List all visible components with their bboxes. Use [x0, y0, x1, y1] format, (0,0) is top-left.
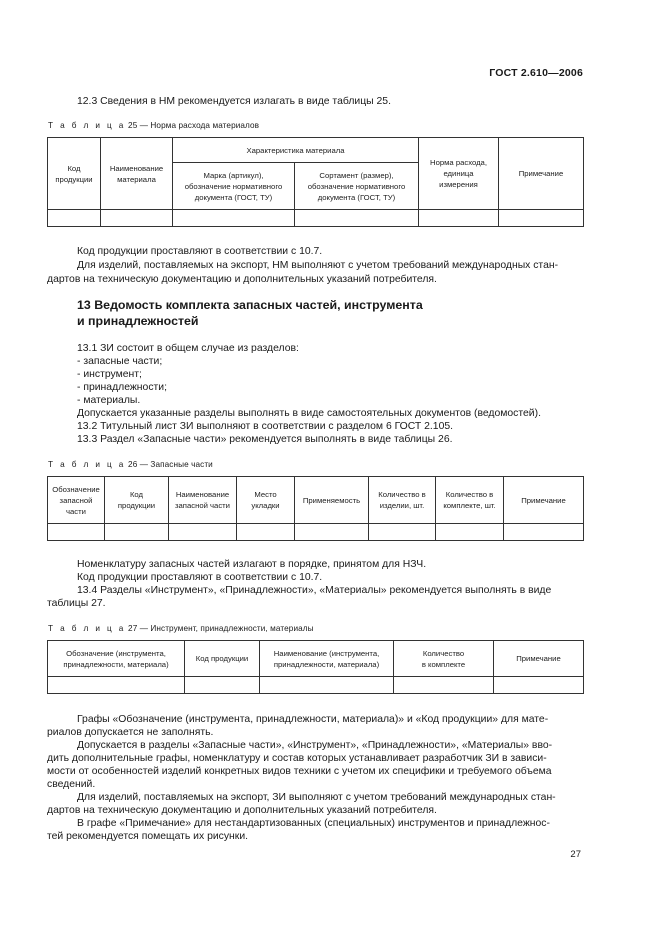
table-25-label-title: 25 — Норма расхода материалов: [125, 121, 260, 130]
paragraph-13-1: 13.1 ЗИ состоит в общем случае из разделов:: [77, 343, 299, 354]
table-26-caption: [48, 460, 213, 469]
paragraph-13-2: 13.2 Титульный лист ЗИ выполняют в соответствии с разделом 6 ГОСТ 2.105.: [77, 421, 454, 432]
t25-col-name: Наименование материала: [101, 138, 173, 210]
document-code: ГОСТ 2.610—2006: [489, 67, 583, 79]
table-25: [47, 137, 584, 227]
paragraph-product-code-26: Код продукции проставляют в соответствии с 10.7.: [77, 572, 323, 583]
t27-col-designation: Обозначение (инструмента, принадлежности, материала): [48, 641, 185, 677]
paragraph-additional-2: дить дополнительные графы, номенклатуру и состав которых устанавливает разработчик ЗИ в зависи-: [47, 753, 547, 764]
t27-col-code: Код продукции: [185, 641, 260, 677]
paragraph-additional-1: Допускается в разделы «Запасные части», «Инструмент», «Принадлежности», «Материалы» вво-: [77, 740, 553, 751]
t26-empty-row: [48, 524, 584, 541]
t26-col-code: Код продукции: [105, 477, 169, 524]
paragraph-nomenclature: Номенклатуру запасных частей излагают в порядке, принятом для НЗЧ.: [77, 559, 427, 570]
table-27-label-prefix: Т а б л и ц а: [48, 624, 126, 633]
table-25-label-prefix: Т а б л и ц а: [48, 121, 126, 130]
paragraph-export-zi-2: дартов на техническую документацию и дополнительных указаний потребителя.: [47, 805, 437, 816]
t27-col-name: Наименование (инструмента, принадлежности, материала): [260, 641, 394, 677]
paragraph-export-nm-2: дартов на техническую документацию и дополнительных указаний потребителя.: [47, 274, 437, 285]
paragraph-12-3: 12.3 Сведения в НМ рекомендуется излагать в виде таблицы 25.: [77, 96, 391, 107]
paragraph-13-3: 13.3 Раздел «Запасные части» рекомендуется выполнять в виде таблицы 26.: [77, 434, 453, 445]
paragraph-note-2: тей рекомендуется помещать их рисунки.: [47, 831, 249, 842]
t27-empty-row: [48, 677, 584, 694]
t25-col-note: Примечание: [499, 138, 584, 210]
t27-col-note: Примечание: [494, 641, 584, 677]
table-27-caption: [48, 624, 314, 633]
paragraph-columns-2: риалов допускается не заполнять.: [47, 727, 214, 738]
t25-empty-row: [48, 210, 584, 227]
table-27: [47, 640, 584, 694]
t25-col-norm: Норма расхода, единица измерения: [419, 138, 499, 210]
paragraph-additional-3: мости от особенностей изделий конкретных видов техники с учетом их специфики и требуемого объема: [47, 766, 552, 777]
t27-col-qty-kit: Количество в комплекте: [394, 641, 494, 677]
t26-col-location: Место укладки: [237, 477, 295, 524]
page-number: 27: [570, 849, 581, 860]
table-26-label-title: 26 — Запасные части: [125, 460, 213, 469]
t26-col-designation: Обозначение запасной части: [48, 477, 105, 524]
t25-col-brand: Марка (артикул), обозначение нормативного документа (ГОСТ, ТУ): [173, 163, 295, 210]
t25-col-assortment: Сортамент (размер), обозначение нормативного документа (ГОСТ, ТУ): [295, 163, 419, 210]
t26-col-note: Примечание: [504, 477, 584, 524]
paragraph-additional-4: сведений.: [47, 779, 96, 790]
paragraph-13-4-line1: 13.4 Разделы «Инструмент», «Принадлежности», «Материалы» рекомендуется выполнять в виде: [77, 585, 552, 596]
t25-col-code: Код продукции: [48, 138, 101, 210]
t26-col-qty-kit: Количество в комплекте, шт.: [436, 477, 504, 524]
paragraph-columns-1: Графы «Обозначение (инструмента, принадлежности, материала)» и «Код продукции» для мате-: [77, 714, 549, 725]
list-item-accessories: - принадлежности;: [77, 382, 167, 393]
table-26: [47, 476, 584, 541]
table-25-caption: [48, 121, 259, 130]
paragraph-export-nm-1: Для изделий, поставляемых на экспорт, НМ выполняют с учетом требований международных стан-: [77, 260, 559, 271]
section-13-title-line1: 13 Ведомость комплекта запасных частей, инструмента: [77, 298, 423, 312]
paragraph-13-4-line2: таблицы 27.: [47, 598, 106, 609]
t25-group-header: Характеристика материала: [173, 138, 419, 163]
t26-col-applicability: Применяемость: [295, 477, 369, 524]
list-item-spare-parts: - запасные части;: [77, 356, 163, 367]
list-item-materials: - материалы.: [77, 395, 141, 406]
t26-col-qty-product: Количество в изделии, шт.: [369, 477, 436, 524]
paragraph-product-code-25: Код продукции проставляют в соответствии с 10.7.: [77, 246, 323, 257]
table-26-label-prefix: Т а б л и ц а: [48, 460, 126, 469]
paragraph-separate-docs: Допускается указанные разделы выполнять в виде самостоятельных документов (ведомостей).: [77, 408, 541, 419]
list-item-tools: - инструмент;: [77, 369, 142, 380]
table-27-label-title: 27 — Инструмент, принадлежности, материалы: [125, 624, 314, 633]
paragraph-note-1: В графе «Примечание» для нестандартизованных (специальных) инструментов и принадлежнос-: [77, 818, 550, 829]
paragraph-export-zi-1: Для изделий, поставляемых на экспорт, ЗИ выполняют с учетом требований международных стан-: [77, 792, 556, 803]
section-13-title-line2: и принадлежностей: [77, 314, 199, 328]
t26-col-name: Наименование запасной части: [169, 477, 237, 524]
